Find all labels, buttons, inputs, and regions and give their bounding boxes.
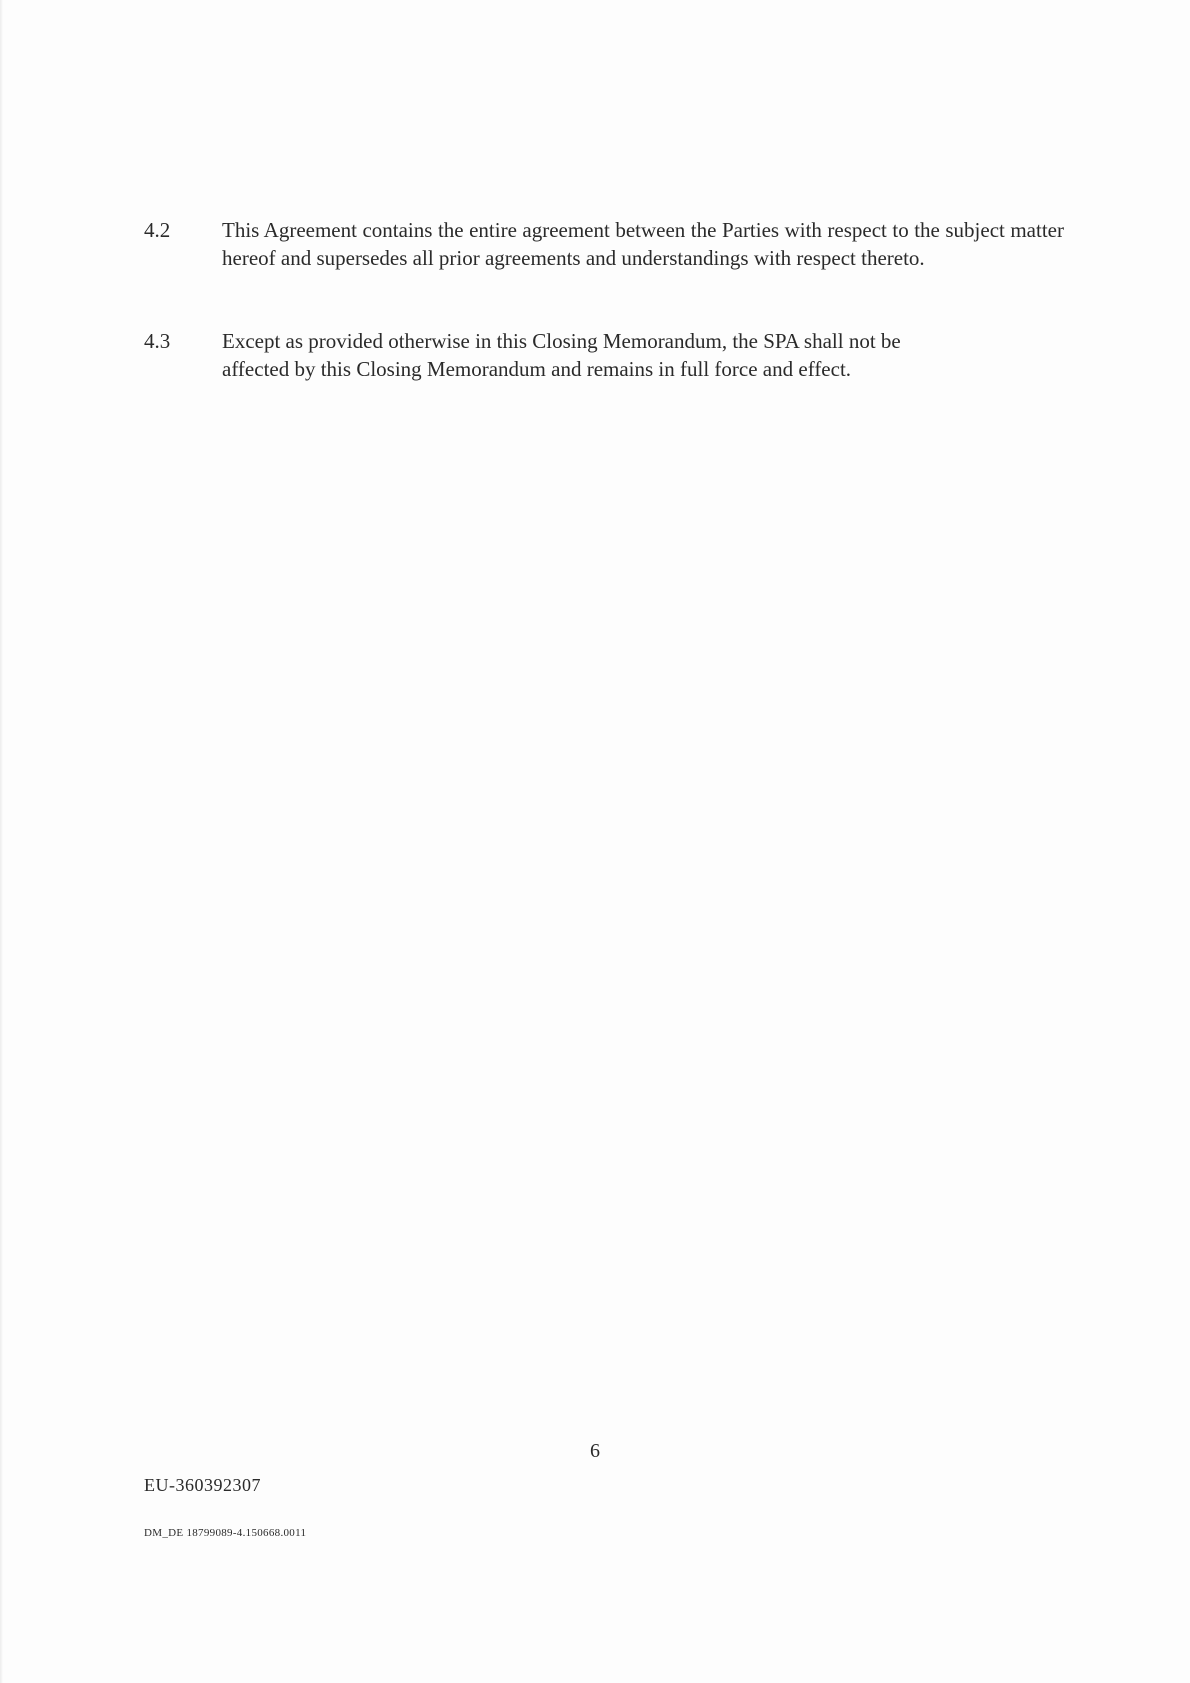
clause-number: 4.2 [144,218,171,242]
clause-4-2 [144,216,1064,272]
page-number: 6 [590,1440,600,1462]
clause-number: 4.3 [144,329,171,353]
page-edge-shadow [0,0,3,1683]
dm-reference: DM_DE 18799089-4.150668.0011 [144,1527,307,1539]
clause-text-line: Except as provided otherwise in this Closing Memorandum, the SPA shall not be [222,329,901,353]
clause-4-3 [144,327,1064,383]
clause-text: This Agreement contains the entire agreement between the Parties with respect to the subject matter hereof and supersedes all prior agreements and understandings with respect thereto. [222,218,1064,270]
clause-text-line: affected by this Closing Memorandum and remains in full force and effect. [222,357,852,381]
document-reference: EU-360392307 [144,1475,261,1495]
clause-text [222,327,1064,383]
